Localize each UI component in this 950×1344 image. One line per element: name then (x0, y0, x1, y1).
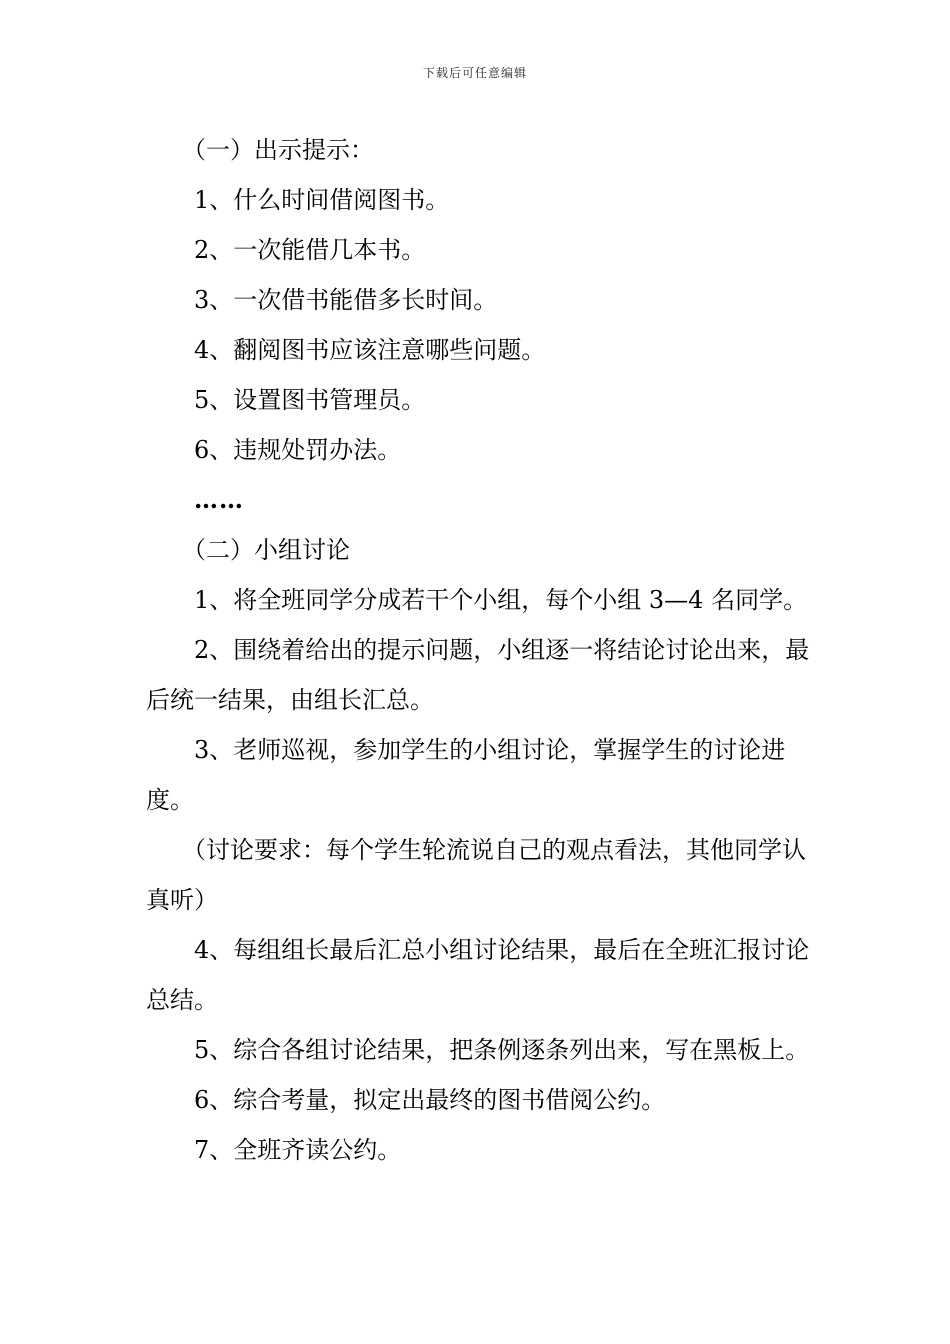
section-1-title: （一）出示提示： (182, 136, 374, 164)
page-header: 下载后可任意编辑 (422, 66, 527, 80)
section-1-item-2: 2、一次能借几本书。 (194, 236, 426, 264)
document-body (146, 125, 811, 1175)
section-2-item-2: 2、围绕着给出的提示问题，小组逐一将结论讨论出来，最后统一结果，由组长汇总。 (146, 636, 810, 714)
ellipsis: …… (194, 485, 244, 514)
section-1-item-6: 6、违规处罚办法。 (194, 436, 402, 464)
section-2-item-3: 3、老师巡视，参加学生的小组讨论，掌握学生的讨论进度。 (146, 736, 786, 814)
section-1-item-4: 4、翻阅图书应该注意哪些问题。 (194, 336, 546, 364)
section-1-item-3: 3、一次借书能借多长时间。 (194, 286, 498, 314)
section-2-item-4: 4、每组组长最后汇总小组讨论结果，最后在全班汇报讨论总结。 (146, 936, 810, 1014)
section-2-item-1: 1、将全班同学分成若干个小组，每个小组 3—4 名同学。 (194, 586, 808, 614)
section-1-item-1: 1、什么时间借阅图书。 (194, 186, 450, 214)
section-2-item-6: 6、综合考量，拟定出最终的图书借阅公约。 (194, 1086, 666, 1114)
discussion-requirement: （讨论要求：每个学生轮流说自己的观点看法，其他同学认真听） (146, 836, 806, 914)
section-2-title: （二）小组讨论 (182, 536, 350, 564)
section-2-item-5: 5、综合各组讨论结果，把条例逐条列出来，写在黑板上。 (194, 1036, 810, 1064)
section-2-item-7: 7、全班齐读公约。 (194, 1136, 402, 1164)
section-1-item-5: 5、设置图书管理员。 (194, 386, 426, 414)
